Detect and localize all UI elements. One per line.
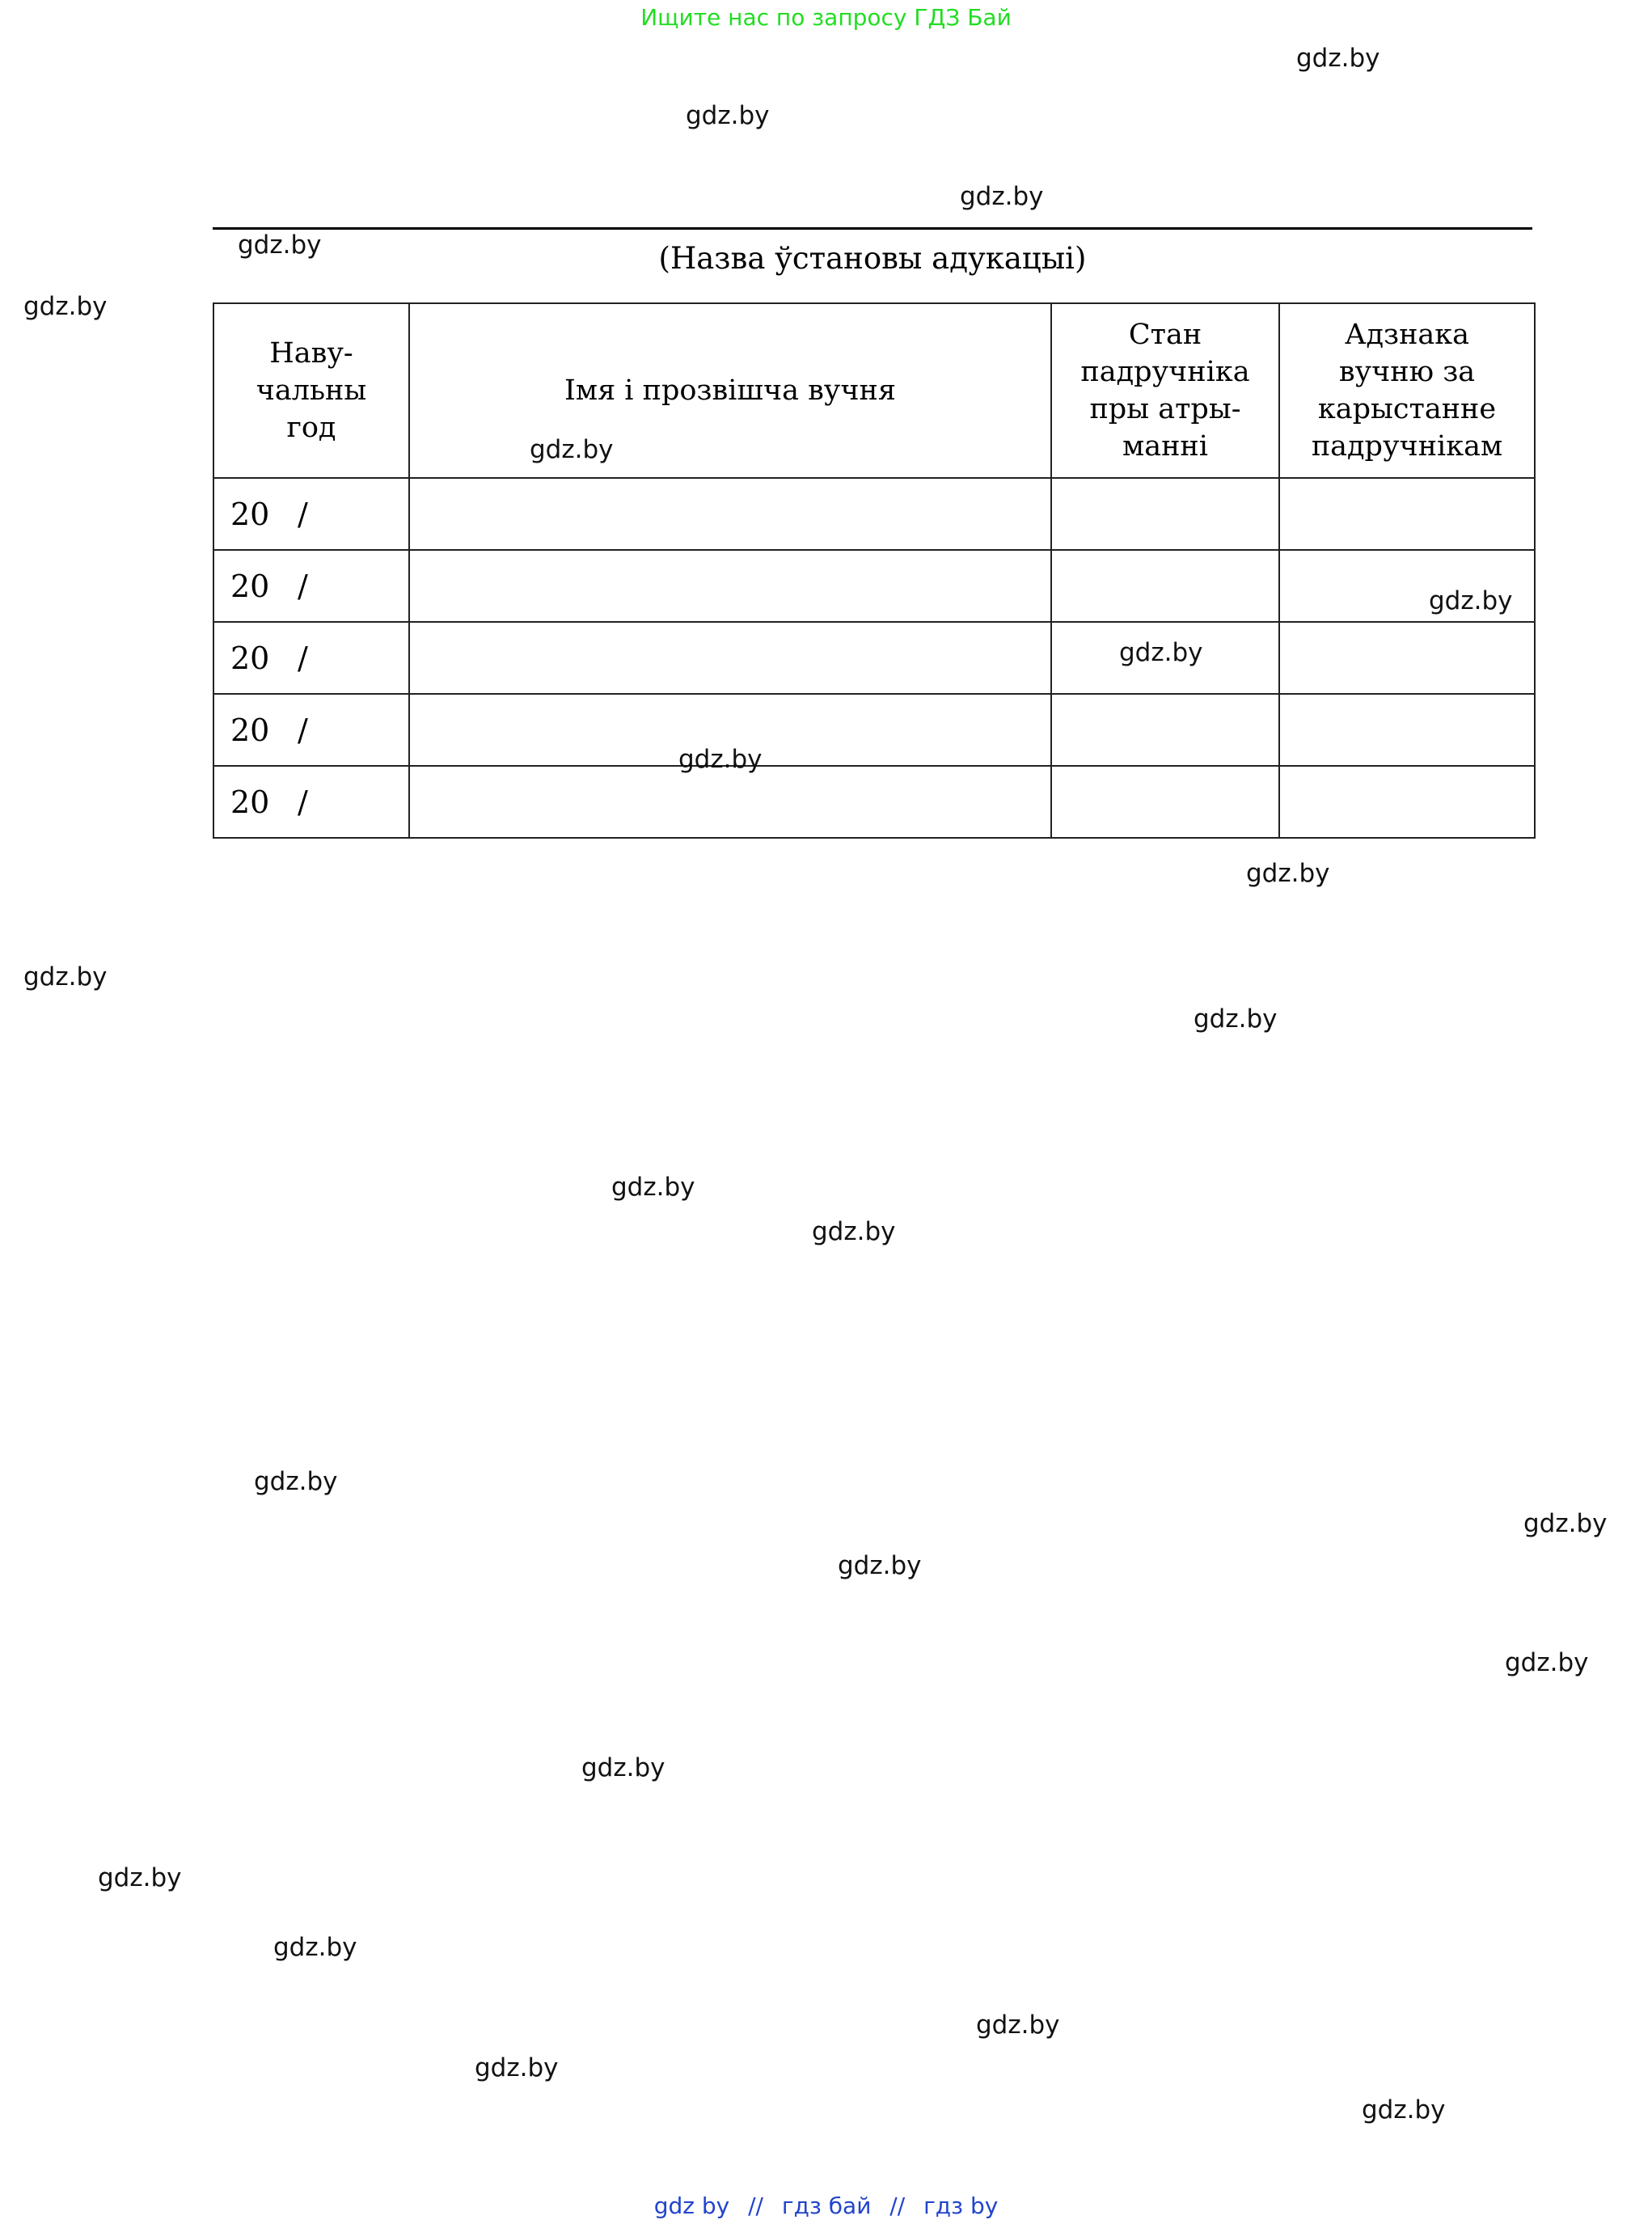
watermark: gdz.by (1119, 638, 1203, 667)
watermark: gdz.by (23, 962, 108, 991)
watermark: gdz.by (960, 182, 1044, 211)
year-prefix: 20 (230, 497, 270, 532)
watermark: gdz.by (273, 1933, 357, 1962)
watermark: gdz.by (812, 1217, 896, 1246)
student-name-cell (409, 622, 1051, 694)
watermark: gdz.by (254, 1467, 338, 1496)
footer-link-gdz-bai[interactable]: гдз бай (781, 2192, 872, 2219)
year-cell (213, 694, 409, 766)
usage-mark-cell (1279, 694, 1535, 766)
textbook-register-table (213, 302, 1536, 839)
watermark: gdz.by (611, 1173, 695, 1202)
year-cell (213, 550, 409, 622)
year-cell (213, 766, 409, 838)
watermark: gdz.by (475, 2053, 559, 2082)
usage-mark-cell (1279, 478, 1535, 550)
textbook-state-cell (1051, 694, 1279, 766)
year-slash: / (298, 569, 308, 604)
textbook-state-cell (1051, 766, 1279, 838)
year-slash: / (298, 712, 308, 748)
header-student-name (409, 303, 1051, 478)
table-row (213, 550, 1535, 622)
watermark: gdz.by (1429, 586, 1513, 615)
student-name-cell (409, 478, 1051, 550)
header-year (213, 303, 409, 478)
year-prefix: 20 (230, 641, 270, 676)
watermark: gdz.by (530, 435, 614, 464)
year-prefix: 20 (230, 569, 270, 604)
table-row (213, 766, 1535, 838)
header-student-name-label: Імя і прозвішча вучня (564, 374, 896, 407)
table-row (213, 622, 1535, 694)
footer-link-gdz-by-cyr[interactable]: гдз by (923, 2192, 999, 2219)
year-slash: / (298, 497, 308, 532)
header-usage-mark (1279, 303, 1535, 478)
watermark: gdz.by (1194, 1004, 1278, 1034)
watermark: gdz.by (1523, 1509, 1608, 1538)
usage-mark-cell (1279, 622, 1535, 694)
header-year-label: Наву- чальны год (256, 337, 367, 444)
footer-separator: // (748, 2192, 763, 2219)
year-prefix: 20 (230, 784, 270, 820)
textbook-state-cell (1051, 550, 1279, 622)
usage-mark-cell (1279, 766, 1535, 838)
promo-banner: Ищите нас по запросу ГДЗ Бай (640, 4, 1012, 31)
watermark: gdz.by (1505, 1648, 1589, 1677)
student-name-cell (409, 766, 1051, 838)
footer-link-gdz-by[interactable]: gdz by (653, 2192, 730, 2219)
watermark: gdz.by (581, 1753, 665, 1782)
watermark: gdz.by (838, 1551, 922, 1580)
table-row (213, 478, 1535, 550)
watermark: gdz.by (1296, 44, 1380, 73)
footer-separator: // (889, 2192, 906, 2219)
watermark: gdz.by (98, 1863, 182, 1892)
year-slash: / (298, 784, 308, 820)
table-header-row (213, 303, 1535, 478)
institution-caption: (Назва ўстановы адукацыі) (658, 241, 1087, 276)
watermark: gdz.by (1246, 859, 1330, 888)
watermark: gdz.by (976, 2010, 1060, 2040)
header-usage-mark-label: Адзнака вучню за карыстанне падручнікам (1311, 319, 1503, 463)
textbook-state-cell (1051, 478, 1279, 550)
institution-name-line (213, 227, 1532, 230)
year-cell (213, 478, 409, 550)
watermark: gdz.by (238, 230, 322, 260)
watermark: gdz.by (686, 101, 770, 130)
year-slash: / (298, 641, 308, 676)
watermark: gdz.by (678, 745, 763, 774)
student-name-cell (409, 550, 1051, 622)
table-row (213, 694, 1535, 766)
footer-links (0, 2192, 1652, 2221)
header-textbook-state (1051, 303, 1279, 478)
year-prefix: 20 (230, 712, 270, 748)
watermark: gdz.by (23, 292, 108, 321)
header-textbook-state-label: Стан падручніка пры атры- манні (1080, 319, 1250, 463)
watermark: gdz.by (1362, 2095, 1446, 2125)
year-cell (213, 622, 409, 694)
